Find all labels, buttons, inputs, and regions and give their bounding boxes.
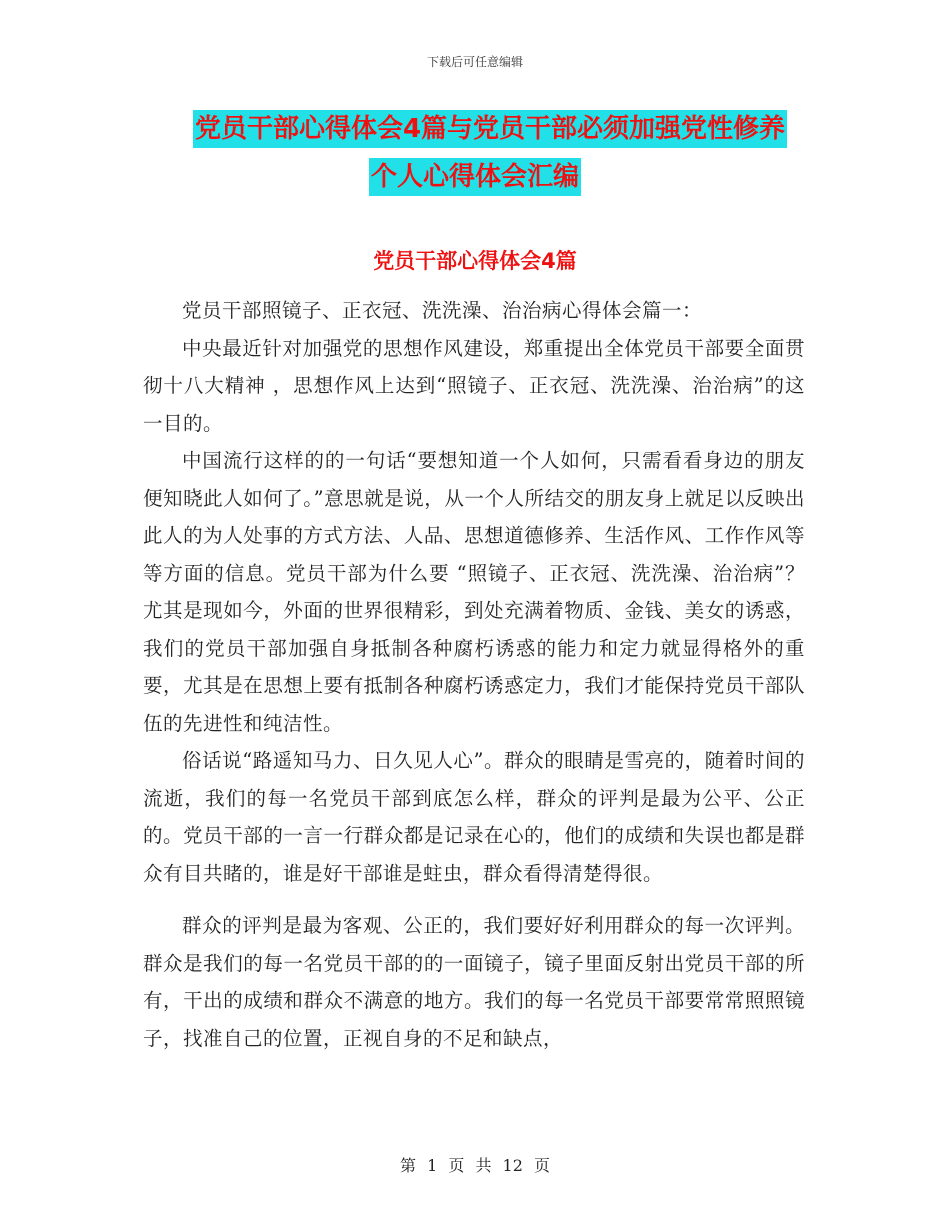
title-line-2: 个人心得体会汇编 — [369, 158, 581, 196]
paragraph: 群众的评判是最为客观、公正的，我们要好好利用群众的每一次评判。群众是我们的每一名党员干部的的一面镜子，镜子里面反射出党员干部的所有，干出的成绩和群众不满意的地方。我们的每一名党员干部要常常照照镜子，找准自己的位置，正视自身的不足和缺点， — [143, 914, 805, 1050]
paragraph: 俗话说“路遥知马力、日久见人心”。群众的眼睛是雪亮的，随着时间的流逝，我们的每一名党员干部到底怎么样，群众的评判是最为公平、公正的。党员干部的一言一行群众都是记录在心的，他们的成绩和失误也都是群众有目共睹的，谁是好干部谁是蛀虫，群众看得清楚得很。 — [143, 749, 805, 885]
section-heading: 党员干部心得体会4篇 — [373, 249, 577, 273]
paragraph: 中央最近针对加强党的思想作风建设，郑重提出全体党员干部要全面贯彻十八大精神 ，思想作风上达到“照镜子、正衣冠、洗洗澡、治治病”的这一目的。 — [143, 336, 805, 435]
paragraph: 中国流行这样的的一句话“要想知道一个人如何，只需看看身边的朋友便知晓此人如何了。”意思就是说，从一个人所结交的朋友身上就足以反映出此人的为人处事的方式方法、人品、思想道德修养、生活作风、工作作风等等方面的信息。党员干部为什么要 “照镜子、正衣冠、洗洗澡、治治病”？尤其是现如今，外面的世界很精彩，到处充满着物质、金钱、美女的诱惑，我们的党员干部加强自身抵制各种腐朽诱惑的能力和定力就显得格外的重要，尤其是在思想上要有抵制各种腐朽诱惑定力，我们才能保持党员干部队伍的先进性和纯洁性。 — [143, 449, 805, 735]
document-title — [0, 110, 950, 206]
paragraph: 党员干部照镜子、正衣冠、洗洗澡、治治病心得体会篇一： — [182, 299, 703, 322]
page-footer: 第 1 页 共 12 页 — [400, 1156, 550, 1175]
body-text — [143, 292, 805, 1057]
title-line-1: 党员干部心得体会4篇与党员干部必须加强党性修养 — [193, 110, 787, 148]
header-note: 下载后可任意编辑 — [426, 55, 523, 69]
